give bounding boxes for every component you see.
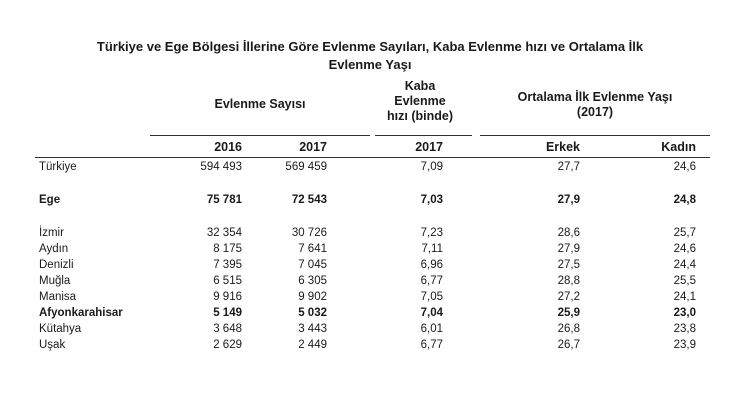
cell-2017: 9 902 <box>298 291 327 303</box>
cell-2017: 3 443 <box>298 323 327 335</box>
cell-erkek: 28,6 <box>557 227 580 239</box>
table-row-kutahya <box>0 323 740 339</box>
header-rule-ortalama <box>480 135 710 136</box>
table-title <box>0 38 740 74</box>
row-name: Muğla <box>39 275 71 287</box>
row-name: Kütahya <box>39 323 82 335</box>
cell-2016: 6 515 <box>213 275 242 287</box>
cell-2017: 30 726 <box>291 227 327 239</box>
table-header-bottom-rule <box>35 157 710 158</box>
table-row-aydin <box>0 243 740 259</box>
cell-rate: 7,05 <box>420 291 443 303</box>
cell-2017: 7 641 <box>298 243 327 255</box>
cell-2016: 75 781 <box>206 194 242 206</box>
header-kaba-evlenme-hizi <box>370 79 470 124</box>
cell-kadin: 24,6 <box>673 243 696 255</box>
cell-2016: 2 629 <box>213 339 242 351</box>
row-name: Manisa <box>39 291 77 303</box>
header-ortalama-ilk-evlenme-yasi <box>480 90 710 120</box>
cell-rate: 6,77 <box>420 339 443 351</box>
header-ortalama-line2: (2017) <box>576 105 614 119</box>
header-evlenme-sayisi-label: Evlenme Sayısı <box>214 97 306 111</box>
row-name: Türkiye <box>39 161 77 173</box>
row-name: Ege <box>39 194 61 206</box>
col-header-kaba-2017: 2017 <box>415 140 443 154</box>
cell-erkek: 27,5 <box>557 259 580 271</box>
row-name: İzmir <box>39 227 64 239</box>
row-name: Aydın <box>39 243 69 255</box>
cell-kadin: 23,8 <box>673 323 696 335</box>
cell-rate: 7,23 <box>420 227 443 239</box>
cell-kadin: 24,8 <box>673 194 696 206</box>
cell-2017: 2 449 <box>298 339 327 351</box>
table-row-usak <box>0 339 740 355</box>
cell-2016: 594 493 <box>200 161 242 173</box>
cell-erkek: 25,9 <box>557 307 580 319</box>
cell-rate: 6,77 <box>420 275 443 287</box>
cell-erkek: 27,7 <box>557 161 580 173</box>
cell-2016: 32 354 <box>206 227 242 239</box>
cell-erkek: 28,8 <box>557 275 580 287</box>
header-ortalama-line1: Ortalama İlk Evlenme Yaşı <box>517 90 673 104</box>
table-title-line2: Evlenme Yaşı <box>328 57 412 72</box>
table-row-turkiye <box>0 161 740 177</box>
cell-rate: 6,96 <box>420 259 443 271</box>
col-header-kadin: Kadın <box>661 140 696 154</box>
cell-rate: 7,03 <box>420 194 443 206</box>
cell-2017: 72 543 <box>291 194 327 206</box>
cell-2017: 7 045 <box>298 259 327 271</box>
cell-kadin: 25,5 <box>673 275 696 287</box>
header-rule-kaba <box>375 135 472 136</box>
header-kaba-line3: hızı (binde) <box>387 109 453 123</box>
cell-kadin: 24,4 <box>673 259 696 271</box>
cell-rate: 7,11 <box>421 243 443 255</box>
cell-rate: 7,09 <box>420 161 443 173</box>
row-name: Afyonkarahisar <box>39 307 123 319</box>
cell-erkek: 26,8 <box>557 323 580 335</box>
col-header-2016: 2016 <box>214 140 242 154</box>
cell-2017: 5 032 <box>298 307 327 319</box>
header-rule-evlenme-sayisi <box>150 135 370 136</box>
cell-2016: 5 149 <box>213 307 242 319</box>
cell-kadin: 24,6 <box>673 161 696 173</box>
cell-kadin: 25,7 <box>673 227 696 239</box>
cell-kadin: 24,1 <box>673 291 696 303</box>
cell-2016: 9 916 <box>213 291 242 303</box>
col-header-2017: 2017 <box>299 140 327 154</box>
cell-erkek: 26,7 <box>557 339 580 351</box>
table-row-denizli <box>0 259 740 275</box>
table-row-manisa <box>0 291 740 307</box>
table-row-afyonkarahisar <box>0 307 740 323</box>
cell-erkek: 27,2 <box>557 291 580 303</box>
cell-2017: 569 459 <box>285 161 327 173</box>
cell-2016: 3 648 <box>213 323 242 335</box>
cell-kadin: 23,9 <box>673 339 696 351</box>
cell-erkek: 27,9 <box>557 243 580 255</box>
cell-2016: 7 395 <box>213 259 242 271</box>
table-row-izmir <box>0 227 740 243</box>
table-row-ege <box>0 194 740 210</box>
header-kaba-line2: Evlenme <box>394 94 446 108</box>
cell-kadin: 23,0 <box>673 307 696 319</box>
table-title-line1: Türkiye ve Ege Bölgesi İllerine Göre Evlenme Sayıları, Kaba Evlenme hızı ve Ortalama İlk <box>96 39 644 54</box>
cell-erkek: 27,9 <box>557 194 580 206</box>
cell-2016: 8 175 <box>213 243 242 255</box>
cell-2017: 6 305 <box>298 275 327 287</box>
header-evlenme-sayisi <box>150 97 370 112</box>
row-name: Uşak <box>39 339 66 351</box>
cell-rate: 6,01 <box>420 323 443 335</box>
header-kaba-line1: Kaba <box>404 79 436 93</box>
col-header-erkek: Erkek <box>545 140 580 154</box>
cell-rate: 7,04 <box>420 307 443 319</box>
row-name: Denizli <box>39 259 74 271</box>
table-row-mugla <box>0 275 740 291</box>
